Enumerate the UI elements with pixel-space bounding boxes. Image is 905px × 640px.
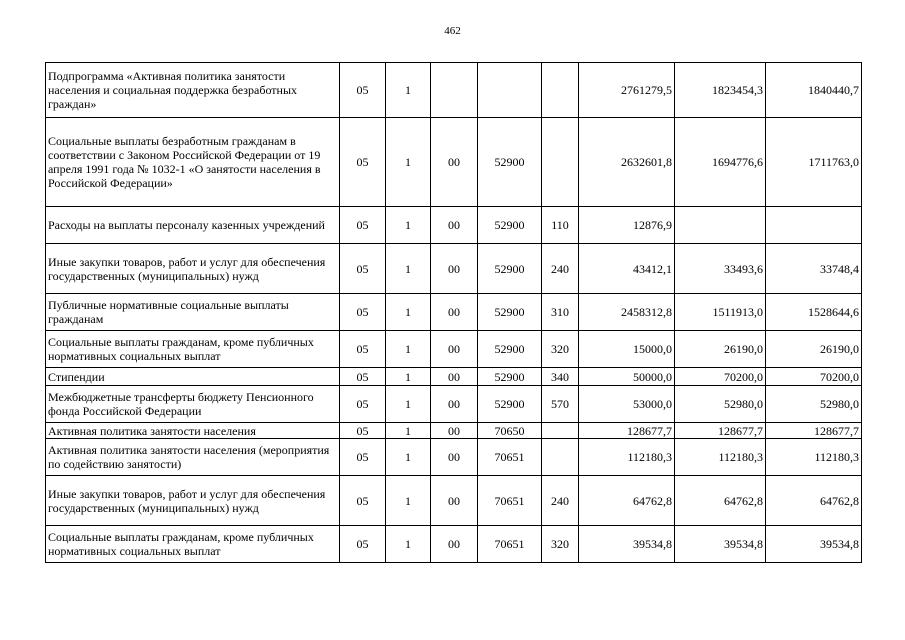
expense-type-cell <box>542 63 579 118</box>
amount-year3-cell: 39534,8 <box>766 526 862 563</box>
item-code-cell: 52900 <box>478 368 542 386</box>
expense-type-cell: 310 <box>542 294 579 331</box>
row-name-cell: Подпрограмма «Активная политика занятости населения и социальная поддержка безработных граждан» <box>46 63 340 118</box>
section-code-cell: 05 <box>340 63 386 118</box>
subsection-code-cell: 1 <box>386 476 431 526</box>
row-name-cell: Межбюджетные трансферты бюджету Пенсионного фонда Российской Федерации <box>46 386 340 423</box>
amount-year3-cell: 1528644,6 <box>766 294 862 331</box>
row-name-cell: Социальные выплаты гражданам, кроме публичных нормативных социальных выплат <box>46 526 340 563</box>
amount-year2-cell: 52980,0 <box>675 386 766 423</box>
section-code-cell: 05 <box>340 386 386 423</box>
expense-type-cell: 240 <box>542 244 579 294</box>
amount-year3-cell: 26190,0 <box>766 331 862 368</box>
program-code-cell: 00 <box>431 368 478 386</box>
amount-year1-cell: 53000,0 <box>579 386 675 423</box>
expense-type-cell <box>542 423 579 439</box>
amount-year2-cell <box>675 207 766 244</box>
item-code-cell: 52900 <box>478 331 542 368</box>
amount-year1-cell: 43412,1 <box>579 244 675 294</box>
table-row <box>46 331 862 368</box>
table-row <box>46 368 862 386</box>
expense-type-cell: 570 <box>542 386 579 423</box>
section-code-cell: 05 <box>340 439 386 476</box>
subsection-code-cell: 1 <box>386 244 431 294</box>
program-code-cell: 00 <box>431 207 478 244</box>
budget-table <box>45 62 862 563</box>
subsection-code-cell: 1 <box>386 331 431 368</box>
item-code-cell: 52900 <box>478 244 542 294</box>
program-code-cell: 00 <box>431 118 478 207</box>
table-row <box>46 423 862 439</box>
amount-year2-cell: 39534,8 <box>675 526 766 563</box>
row-name-cell: Активная политика занятости населения (мероприятия по содействию занятости) <box>46 439 340 476</box>
item-code-cell: 70650 <box>478 423 542 439</box>
amount-year3-cell <box>766 207 862 244</box>
row-name-cell: Иные закупки товаров, работ и услуг для обеспечения государственных (муниципальных) нужд <box>46 244 340 294</box>
item-code-cell <box>478 63 542 118</box>
amount-year1-cell: 15000,0 <box>579 331 675 368</box>
section-code-cell: 05 <box>340 244 386 294</box>
table-row <box>46 439 862 476</box>
table-row <box>46 526 862 563</box>
section-code-cell: 05 <box>340 118 386 207</box>
expense-type-cell: 340 <box>542 368 579 386</box>
amount-year3-cell: 112180,3 <box>766 439 862 476</box>
page-number: 462 <box>444 25 461 37</box>
section-code-cell: 05 <box>340 423 386 439</box>
amount-year2-cell: 112180,3 <box>675 439 766 476</box>
expense-type-cell: 320 <box>542 331 579 368</box>
amount-year3-cell: 64762,8 <box>766 476 862 526</box>
item-code-cell: 52900 <box>478 294 542 331</box>
expense-type-cell: 110 <box>542 207 579 244</box>
amount-year1-cell: 2458312,8 <box>579 294 675 331</box>
program-code-cell: 00 <box>431 439 478 476</box>
row-name-cell: Активная политика занятости населения <box>46 423 340 439</box>
amount-year2-cell: 1823454,3 <box>675 63 766 118</box>
program-code-cell: 00 <box>431 386 478 423</box>
table-row <box>46 386 862 423</box>
amount-year2-cell: 33493,6 <box>675 244 766 294</box>
subsection-code-cell: 1 <box>386 207 431 244</box>
subsection-code-cell: 1 <box>386 368 431 386</box>
row-name-cell: Социальные выплаты гражданам, кроме публичных нормативных социальных выплат <box>46 331 340 368</box>
amount-year1-cell: 12876,9 <box>579 207 675 244</box>
table-row <box>46 207 862 244</box>
amount-year1-cell: 128677,7 <box>579 423 675 439</box>
amount-year3-cell: 1840440,7 <box>766 63 862 118</box>
item-code-cell: 52900 <box>478 118 542 207</box>
row-name-cell: Стипендии <box>46 368 340 386</box>
expense-type-cell <box>542 118 579 207</box>
item-code-cell: 70651 <box>478 526 542 563</box>
program-code-cell: 00 <box>431 331 478 368</box>
table-row <box>46 294 862 331</box>
row-name-cell: Расходы на выплаты персоналу казенных учреждений <box>46 207 340 244</box>
program-code-cell: 00 <box>431 476 478 526</box>
table-body <box>46 63 862 563</box>
amount-year3-cell: 70200,0 <box>766 368 862 386</box>
amount-year2-cell: 26190,0 <box>675 331 766 368</box>
expense-type-cell: 240 <box>542 476 579 526</box>
program-code-cell: 00 <box>431 294 478 331</box>
amount-year3-cell: 33748,4 <box>766 244 862 294</box>
subsection-code-cell: 1 <box>386 439 431 476</box>
row-name-cell: Иные закупки товаров, работ и услуг для обеспечения государственных (муниципальных) нужд <box>46 476 340 526</box>
item-code-cell: 52900 <box>478 207 542 244</box>
subsection-code-cell: 1 <box>386 526 431 563</box>
item-code-cell: 52900 <box>478 386 542 423</box>
expense-type-cell: 320 <box>542 526 579 563</box>
subsection-code-cell: 1 <box>386 386 431 423</box>
subsection-code-cell: 1 <box>386 294 431 331</box>
amount-year3-cell: 128677,7 <box>766 423 862 439</box>
section-code-cell: 05 <box>340 368 386 386</box>
program-code-cell: 00 <box>431 244 478 294</box>
amount-year1-cell: 112180,3 <box>579 439 675 476</box>
program-code-cell: 00 <box>431 423 478 439</box>
amount-year3-cell: 1711763,0 <box>766 118 862 207</box>
table-row <box>46 118 862 207</box>
section-code-cell: 05 <box>340 476 386 526</box>
subsection-code-cell: 1 <box>386 423 431 439</box>
table-row <box>46 63 862 118</box>
item-code-cell: 70651 <box>478 476 542 526</box>
section-code-cell: 05 <box>340 526 386 563</box>
row-name-cell: Социальные выплаты безработным гражданам в соответствии с Законом Российской Федерации от 19 апреля 1991 года № 1032-1 «О занятости населения в Российской Федерации» <box>46 118 340 207</box>
row-name-cell: Публичные нормативные социальные выплаты гражданам <box>46 294 340 331</box>
amount-year2-cell: 64762,8 <box>675 476 766 526</box>
subsection-code-cell: 1 <box>386 118 431 207</box>
section-code-cell: 05 <box>340 207 386 244</box>
table-row <box>46 244 862 294</box>
section-code-cell: 05 <box>340 294 386 331</box>
section-code-cell: 05 <box>340 331 386 368</box>
program-code-cell <box>431 63 478 118</box>
amount-year1-cell: 39534,8 <box>579 526 675 563</box>
amount-year1-cell: 64762,8 <box>579 476 675 526</box>
table-row <box>46 476 862 526</box>
program-code-cell: 00 <box>431 526 478 563</box>
expense-type-cell <box>542 439 579 476</box>
item-code-cell: 70651 <box>478 439 542 476</box>
subsection-code-cell: 1 <box>386 63 431 118</box>
amount-year2-cell: 128677,7 <box>675 423 766 439</box>
amount-year2-cell: 1511913,0 <box>675 294 766 331</box>
amount-year1-cell: 2761279,5 <box>579 63 675 118</box>
amount-year1-cell: 50000,0 <box>579 368 675 386</box>
amount-year3-cell: 52980,0 <box>766 386 862 423</box>
amount-year2-cell: 70200,0 <box>675 368 766 386</box>
amount-year1-cell: 2632601,8 <box>579 118 675 207</box>
amount-year2-cell: 1694776,6 <box>675 118 766 207</box>
